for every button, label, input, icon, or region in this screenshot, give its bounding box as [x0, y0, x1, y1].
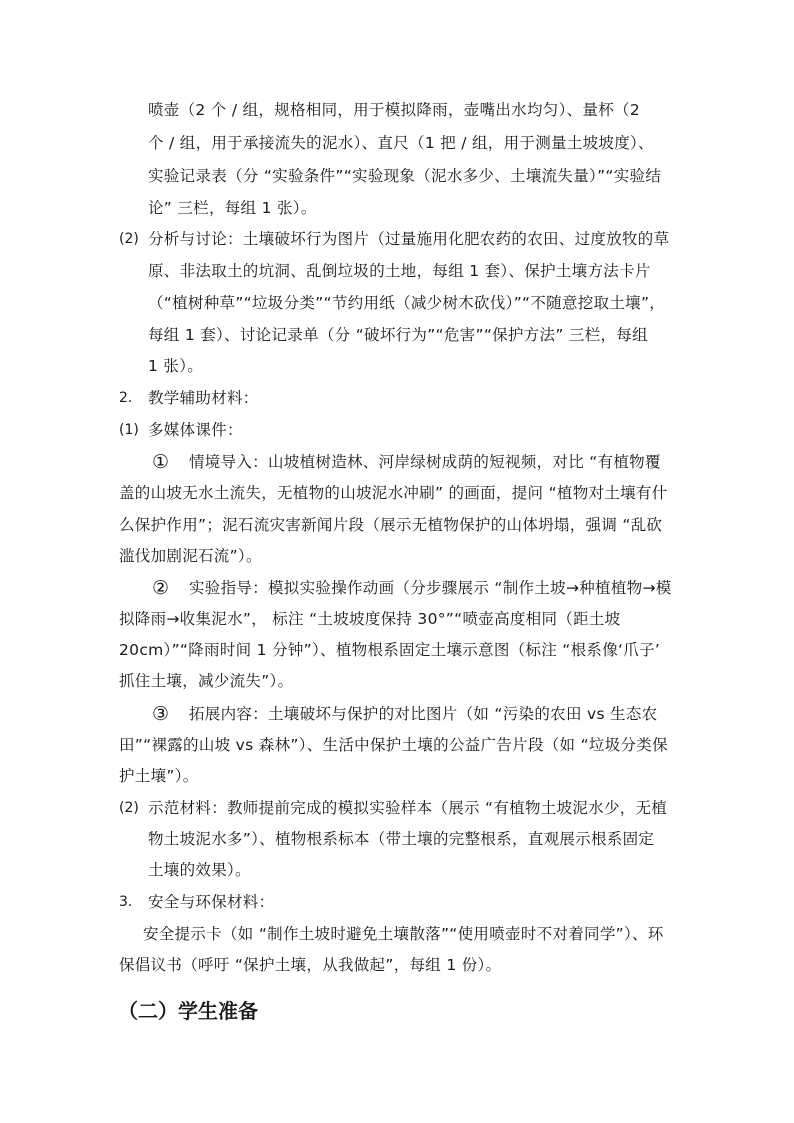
text-line: 安全与环保材料：: [148, 893, 275, 911]
text-line: 20cm）”“降雨时间 1 分钟”）、植物根系固定土壤示意图（标注 “根系像‘爪子’: [119, 641, 661, 659]
text-line: 实验记录表（分 “实验条件”“实验现象（泥水多少、土壤流失量）”“实验结: [148, 167, 662, 185]
list-marker: 2.: [119, 390, 133, 406]
text-line: 土壤的效果）。: [148, 861, 251, 879]
list-marker: (2): [119, 231, 139, 247]
text-line: 1 张）。: [148, 357, 204, 375]
text-line: 保倡议书（呼吁 “保护土壤，从我做起”，每组 1 份）。: [119, 956, 502, 974]
list-marker: (1): [119, 422, 139, 438]
text-line: 论” 三栏，每组 1 张）。: [148, 199, 317, 217]
text-line: 安全提示卡（如 “制作土坡时避免土壤散落”“使用喷壶时不对着同学”）、环: [143, 925, 664, 943]
circled-number-2: ②: [152, 577, 170, 599]
text-line: 么保护作用”；泥石流灾害新闻片段（展示无植物保护的山体坍塌，强调 “乱砍: [119, 516, 663, 534]
text-line: 物土坡泥水多”）、植物根系标本（带土壤的完整根系，直观展示根系固定: [148, 830, 655, 848]
text-line: 喷壶（2 个 / 组，规格相同，用于模拟降雨，壶嘴出水均匀）、量杯（2: [148, 101, 640, 119]
text-line: 情境导入：山坡植树造林、河岸绿树成荫的短视频，对比 “有植物覆: [189, 453, 661, 471]
text-line: 盖的山坡无水土流失，无植物的山坡泥水冲刷” 的画面，提问 “植物对土壤有什: [119, 484, 668, 502]
text-line: 护土壤”）。: [119, 767, 199, 785]
text-line: 抓住土壤，减少流失”）。: [119, 672, 294, 690]
text-line: 个 / 组，用于承接流失的泥水）、直尺（1 把 / 组，用于测量土坡坡度）、: [148, 134, 654, 152]
text-line: 田”“裸露的山坡 vs 森林”）、生活中保护土壤的公益广告片段（如 “垃圾分类保: [119, 736, 668, 754]
list-marker: (2): [119, 800, 139, 816]
text-line: 每组 1 套）、讨论记录单（分 “破坏行为”“危害”“保护方法” 三栏，每组: [148, 326, 648, 344]
text-line: 原、非法取土的坑洞、乱倒垃圾的土地，每组 1 套）、保护土壤方法卡片: [148, 262, 651, 280]
text-line: 教学辅助材料：: [148, 389, 259, 407]
circled-number-1: ①: [152, 451, 170, 473]
text-line: 滥伐加剧泥石流”）。: [119, 547, 262, 565]
text-line: 拓展内容：土壤破坏与保护的对比图片（如 “污染的农田 vs 生态农: [189, 705, 658, 723]
circled-number-3: ③: [152, 703, 170, 725]
text-line: 分析与讨论：土壤破坏行为图片（过量施用化肥农药的农田、过度放牧的草: [148, 230, 670, 248]
text-line: 多媒体课件：: [148, 421, 243, 439]
text-line: （“植树种草”“垃圾分类”“节约用纸（减少树木砍伐）”“不随意挖取土壤”，: [148, 294, 666, 312]
text-line: 实验指导：模拟实验操作动画（分步骤展示 “制作土坡→种植植物→模: [189, 579, 672, 597]
text-line: 拟降雨→收集泥水”， 标注 “土坡坡度保持 30°”“喷壶高度相同（距土坡: [119, 610, 621, 628]
section-heading: （二）学生准备: [118, 999, 258, 1023]
list-marker: 3.: [119, 894, 133, 910]
text-line: 示范材料：教师提前完成的模拟实验样本（展示 “有植物土坡泥水少，无植: [148, 799, 668, 817]
